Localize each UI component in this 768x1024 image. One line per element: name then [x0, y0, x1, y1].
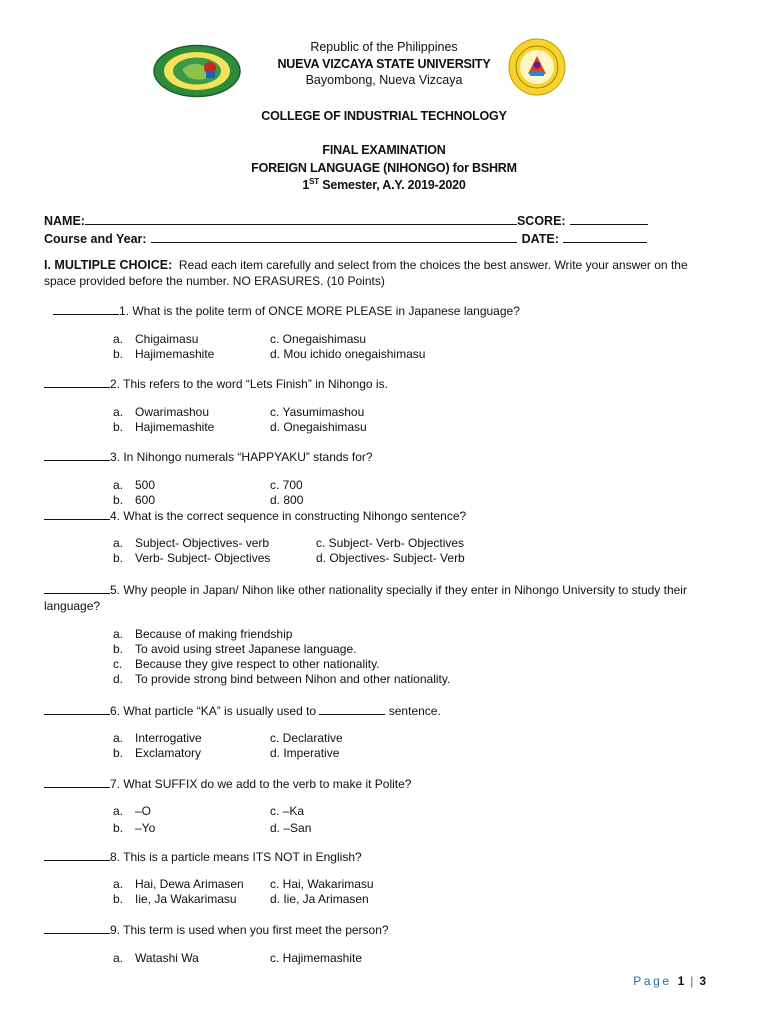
- question-text: 3. In Nihongo numerals “HAPPYAKU” stands for?: [110, 450, 373, 464]
- date-label: DATE:: [521, 232, 559, 246]
- option-a: a. Chigaimasu: [113, 332, 199, 346]
- option-c: c. 700: [270, 478, 303, 492]
- option-d: d. Iie, Ja Arimasen: [270, 892, 369, 906]
- option-b: b. Hajimemashite: [113, 420, 215, 434]
- name-field[interactable]: [85, 213, 517, 225]
- question-text: 5. Why people in Japan/ Nihon like other nationality specially if they enter in Nihongo University to study their language?: [44, 583, 687, 613]
- name-label: NAME:: [44, 214, 85, 228]
- answer-blank-7[interactable]: [44, 776, 110, 788]
- question-text: 1. What is the polite term of ONCE MORE PLEASE in Japanese language?: [119, 304, 520, 318]
- header-republic: Republic of the Philippines: [310, 40, 458, 54]
- question-8: [44, 849, 714, 865]
- option-d: d. 800: [270, 493, 304, 507]
- option-a: a. Watashi Wa: [113, 951, 199, 965]
- answer-blank-1[interactable]: [53, 303, 119, 315]
- subject-title: FOREIGN LANGUAGE (NIHONGO) for BSHRM: [251, 161, 517, 175]
- header-location: Bayombong, Nueva Vizcaya: [305, 73, 463, 87]
- option-b: b. –Yo: [113, 821, 156, 835]
- section-title: I. MULTIPLE CHOICE:: [44, 258, 173, 272]
- college-title: COLLEGE OF INDUSTRIAL TECHNOLOGY: [261, 109, 507, 123]
- question-4: [44, 508, 714, 524]
- section-instructions: [44, 257, 714, 289]
- document-header: [0, 0, 768, 110]
- option-d: d. Imperative: [270, 746, 340, 760]
- page-footer: [633, 974, 706, 988]
- option-b: b. Exclamatory: [113, 746, 202, 760]
- semester-line: [0, 178, 768, 193]
- course-date-row: [44, 231, 647, 246]
- option-d: d. Onegaishimasu: [270, 420, 367, 434]
- page-total: 3: [699, 974, 706, 988]
- answer-blank-2[interactable]: [44, 376, 110, 388]
- option-b: b. Iie, Ja Wakarimasu: [113, 892, 237, 906]
- question-text: 9. This term is used when you first meet the person?: [110, 923, 389, 937]
- option-b: b. To avoid using street Japanese language.: [113, 642, 357, 656]
- question-9: [44, 922, 714, 938]
- option-a: a. Interrogative: [113, 731, 202, 745]
- option-d: d. Mou ichido onegaishimasu: [270, 347, 426, 361]
- header-university: NUEVA VIZCAYA STATE UNIVERSITY: [277, 57, 491, 71]
- answer-blank-5[interactable]: [44, 582, 110, 594]
- option-d: d. –San: [270, 821, 312, 835]
- question-text-end: sentence.: [385, 704, 441, 718]
- option-c: c. Hajimemashite: [270, 951, 363, 965]
- answer-blank-6[interactable]: [44, 703, 110, 715]
- page-word: Page: [633, 974, 672, 988]
- course-field[interactable]: [151, 231, 517, 243]
- question-7: [44, 776, 714, 792]
- option-c: c. –Ka: [270, 804, 305, 818]
- answer-blank-8[interactable]: [44, 849, 110, 861]
- answer-blank-3[interactable]: [44, 449, 110, 461]
- semester-number: 1: [302, 178, 310, 192]
- question-text: 2. This refers to the word “Lets Finish” in Nihongo is.: [110, 377, 388, 391]
- answer-blank-4[interactable]: [44, 508, 110, 520]
- question-text: 4. What is the correct sequence in constructing Nihongo sentence?: [110, 509, 467, 523]
- exam-title: FINAL EXAMINATION: [322, 143, 446, 157]
- option-a: a. –O: [113, 804, 152, 818]
- question-6: [44, 703, 714, 719]
- semester-text: Semester, A.Y. 2019-2020: [318, 178, 466, 192]
- question-text: 8. This is a particle means ITS NOT in English?: [110, 850, 362, 864]
- option-a: a. 500: [113, 478, 156, 492]
- option-a: a. Owarimashou: [113, 405, 210, 419]
- option-c: c. Onegaishimasu: [270, 332, 367, 346]
- score-label: SCORE:: [516, 214, 566, 228]
- score-field[interactable]: [570, 213, 648, 225]
- question-2: [44, 376, 714, 392]
- option-c: c. Hai, Wakarimasu: [270, 877, 374, 891]
- question-text: 7. What SUFFIX do we add to the verb to make it Polite?: [110, 777, 412, 791]
- option-b: b. 600: [113, 493, 156, 507]
- page-number: 1: [677, 974, 685, 988]
- answer-blank-9[interactable]: [44, 922, 110, 934]
- question-5: [44, 582, 714, 614]
- date-field[interactable]: [563, 231, 647, 243]
- option-c: c. Declarative: [270, 731, 343, 745]
- question-1: [53, 303, 723, 319]
- option-c: c. Subject- Verb- Objectives: [316, 536, 465, 550]
- option-c: c. Because they give respect to other nationality.: [113, 657, 380, 671]
- option-b: b. Verb- Subject- Objectives: [113, 551, 271, 565]
- option-d: d. Objectives- Subject- Verb: [316, 551, 465, 565]
- option-d: d. To provide strong bind between Nihon and other nationality.: [113, 672, 451, 686]
- question-text-start: 6. What particle “KA” is usually used to: [110, 704, 320, 718]
- option-c: c. Yasumimashou: [270, 405, 365, 419]
- option-b: b. Hajimemashite: [113, 347, 215, 361]
- sentence-blank: [319, 703, 385, 715]
- page-separator: |: [690, 974, 694, 988]
- instructions-text: Read each item carefully and select from the choices the best answer. Write your answer on the space provided before the number. NO ERASURES. (10 Points): [44, 258, 688, 288]
- question-3: [44, 449, 714, 465]
- course-label: Course and Year:: [44, 232, 147, 246]
- option-a: a. Subject- Objectives- verb: [113, 536, 270, 550]
- option-a: a. Because of making friendship: [113, 627, 293, 641]
- name-score-row: [44, 213, 648, 228]
- option-a: a. Hai, Dewa Arimasen: [113, 877, 244, 891]
- semester-superscript: ST: [309, 176, 319, 186]
